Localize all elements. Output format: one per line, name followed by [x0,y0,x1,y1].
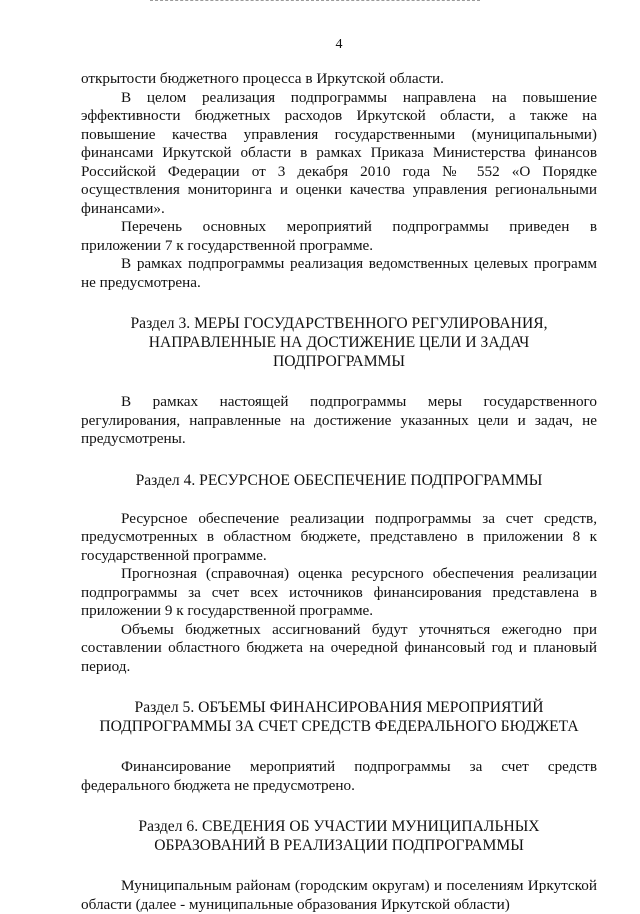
section-4-heading-line-1: Раздел 4. РЕСУРСНОЕ ОБЕСПЕЧЕНИЕ ПОДПРОГРАММЫ [135,471,543,489]
intro-paragraph-goal: В целом реализация подпрограммы направлена на повышение эффективности бюджетных расходов Иркутской области, а также на повышение качества управления государственными (муниципальными) финансами Иркутской области в рамках Приказа Министерства финансов Российской Федерации от 3 декабря 2010 года № 552 «О Порядке осуществления мониторинга и оценки качества управления региональными финансами». [81,88,597,217]
section-6-heading-line-2: ОБРАЗОВАНИЙ В РЕАЛИЗАЦИИ ПОДПРОГРАММЫ [154,837,524,854]
section-5-heading [81,698,597,736]
section-4-paragraph-allocations: Объемы бюджетных ассигнований будут уточняться ежегодно при составлении областного бюджета на очередной финансовый год и плановый период. [81,620,597,675]
section-6-heading [81,817,597,855]
section-6-paragraph: Муниципальным районам (городским округам) и поселениям Иркутской области (далее - муниципальные образования Иркутской области) [81,877,597,913]
section-3-paragraph: В рамках настоящей подпрограммы меры государственного регулирования, направленные на достижение указанных цели и задач, не предусмотрены. [81,393,597,447]
intro-paragraph-target-programs: В рамках подпрограммы реализация ведомственных целевых программ не предусмотрена. [81,255,597,291]
section-3-heading-line-1: Раздел 3. МЕРЫ ГОСУДАРСТВЕННОГО РЕГУЛИРОВАНИЯ, [130,315,548,332]
document-page [81,36,597,914]
section-4-heading [81,471,597,490]
section-3-heading-line-2: НАПРАВЛЕННЫЕ НА ДОСТИЖЕНИЕ ЦЕЛИ И ЗАДАЧ [148,334,530,351]
section-3-heading-line-3: ПОДПРОГРАММЫ [272,353,406,370]
section-5-heading-line-1: Раздел 5. ОБЪЕМЫ ФИНАНСИРОВАНИЯ МЕРОПРИЯТИЙ [134,699,544,716]
section-5-paragraph: Финансирование мероприятий подпрограммы за счет средств федерального бюджета не предусмотрено. [81,758,597,794]
page-number: 4 [335,37,343,52]
section-6-heading-line-1: Раздел 6. СВЕДЕНИЯ ОБ УЧАСТИИ МУНИЦИПАЛЬНЫХ [138,818,540,835]
intro-paragraph-continuation: открытости бюджетного процесса в Иркутской области. [81,70,444,87]
section-5-heading-line-2: ПОДПРОГРАММЫ ЗА СЧЕТ СРЕДСТВ ФЕДЕРАЛЬНОГО БЮДЖЕТА [99,718,579,735]
top-edge-rule [150,0,480,4]
section-3-heading [81,314,597,371]
section-4-paragraph-forecast: Прогнозная (справочная) оценка ресурсного обеспечения реализации подпрограммы за счет всех источников финансирования представлена в приложении 9 к государственной программе. [81,565,597,619]
intro-paragraph-measures-list: Перечень основных мероприятий подпрограммы приведен в приложении 7 к государственной программе. [81,218,597,254]
section-4-paragraph-regional-budget: Ресурсное обеспечение реализации подпрограммы за счет средств, предусмотренных в областном бюджете, представлено в приложении 8 к государственной программе. [81,509,597,564]
